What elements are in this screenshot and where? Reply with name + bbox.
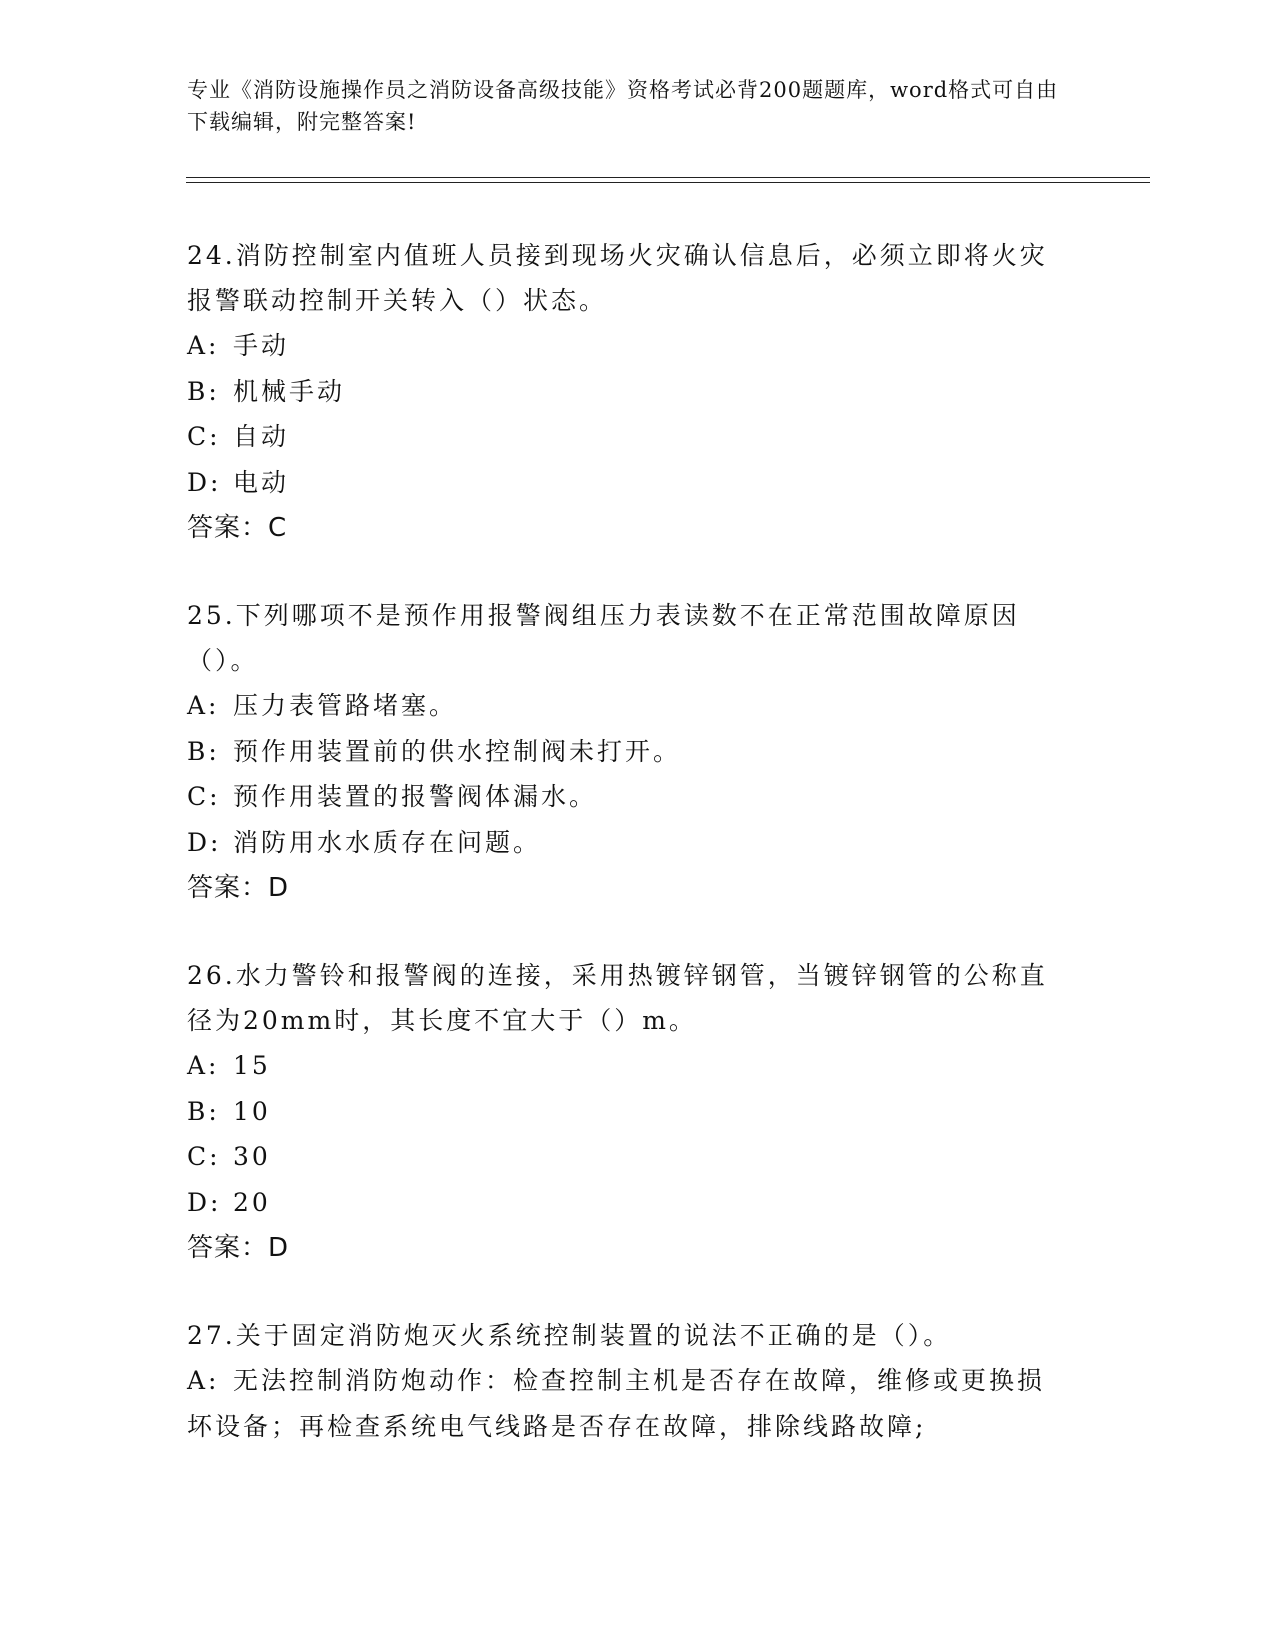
option-letter: C: <box>187 1142 221 1171</box>
question-stem: 24.消防控制室内值班人员接到现场火灾确认信息后，必须立即将火灾报警联动控制开关转入（）状态。 <box>187 241 1048 315</box>
option-text: 10 <box>233 1096 271 1126</box>
option-letter: A: <box>187 331 220 360</box>
option-letter: D: <box>187 827 222 857</box>
option-letter: B: <box>187 736 220 766</box>
question-stem: 27.关于固定消防炮灭火系统控制装置的说法不正确的是（）。 <box>187 1321 952 1350</box>
option-d <box>187 460 1067 506</box>
option-text: 机械手动 <box>233 376 346 406</box>
answer-line: 答案：C <box>187 513 288 543</box>
option-text: 无法控制消防炮动作：检查控制主机是否存在故障，维修或更换损坏设备；再检查系统电气线路是否存在故障，排除线路故障; <box>187 1366 1046 1441</box>
header-divider-top <box>186 177 1150 178</box>
option-c <box>187 414 1067 460</box>
question-stem: 26.水力警铃和报警阀的连接，采用热镀锌钢管，当镀锌钢管的公称直径为20mm时，其长度不宜大于（）m。 <box>187 961 1048 1035</box>
option-text: 手动 <box>233 331 290 360</box>
intro-text: 专业《消防设施操作员之消防设备高级技能》资格考试必背200题题库，word格式可自由下载编辑，附完整答案! <box>187 78 1059 134</box>
option-letter: A: <box>187 1366 220 1395</box>
option-letter: A: <box>187 691 220 720</box>
question-25 <box>187 593 1067 911</box>
option-a <box>187 1358 1067 1449</box>
option-letter: C: <box>187 782 221 811</box>
option-a <box>187 1043 1067 1089</box>
option-text: 电动 <box>233 467 290 497</box>
option-d <box>187 1180 1067 1226</box>
answer-line: 答案：D <box>187 873 290 903</box>
option-text: 30 <box>233 1142 271 1171</box>
option-text: 消防用水水质存在问题。 <box>233 827 542 857</box>
option-b <box>187 369 1067 415</box>
question-list <box>187 233 1067 1491</box>
option-letter: D: <box>187 1187 222 1217</box>
option-d <box>187 820 1067 866</box>
option-a <box>187 323 1067 369</box>
option-text: 预作用装置前的供水控制阀未打开。 <box>233 736 682 766</box>
option-text: 自动 <box>233 422 290 451</box>
option-text: 预作用装置的报警阀体漏水。 <box>233 782 598 811</box>
option-letter: B: <box>187 1096 220 1126</box>
option-c <box>187 774 1067 820</box>
option-letter: D: <box>187 467 222 497</box>
header-divider-bottom <box>186 182 1150 183</box>
option-letter: A: <box>187 1051 220 1080</box>
option-text: 压力表管路堵塞。 <box>233 691 458 720</box>
option-text: 15 <box>233 1051 271 1080</box>
option-b <box>187 729 1067 775</box>
answer-line: 答案：D <box>187 1233 290 1263</box>
option-letter: B: <box>187 376 220 406</box>
option-letter: C: <box>187 422 221 451</box>
option-c <box>187 1134 1067 1180</box>
option-b <box>187 1089 1067 1135</box>
option-a <box>187 683 1067 729</box>
question-27 <box>187 1313 1067 1449</box>
question-24 <box>187 233 1067 551</box>
question-26 <box>187 953 1067 1271</box>
option-text: 20 <box>233 1187 271 1217</box>
question-stem: 25.下列哪项不是预作用报警阀组压力表读数不在正常范围故障原因（）。 <box>187 601 1020 675</box>
